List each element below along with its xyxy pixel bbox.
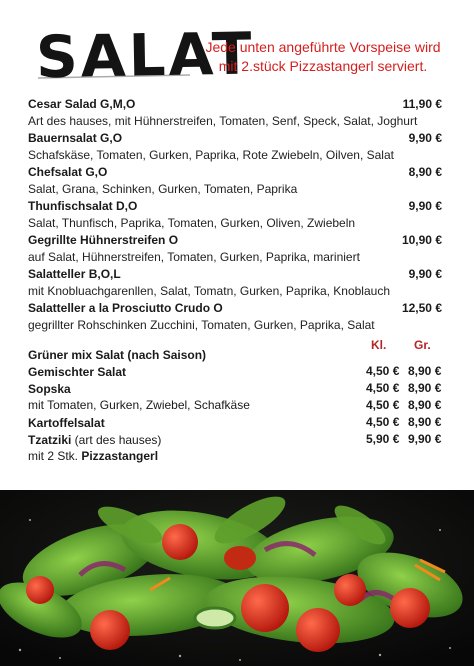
menu-item — [28, 130, 444, 164]
menu-item — [28, 164, 444, 198]
item-name: Salatteller B,O,L — [28, 267, 121, 281]
header-note — [193, 38, 453, 76]
price-small: 4,50 € — [366, 398, 400, 412]
salad-row — [28, 380, 444, 397]
price-large: 8,90 € — [408, 364, 442, 378]
salad-row — [28, 346, 444, 363]
tzatziki-desc-prefix: mit 2 Stk. — [28, 449, 82, 463]
salad-row — [28, 414, 444, 431]
salat-title-logo — [30, 18, 256, 92]
item-description: mit Knobluachgarenllen, Salat, Tomatn, Gurken, Paprika, Knoblauch — [28, 284, 390, 298]
salad-row — [28, 363, 444, 380]
salad-name: Kartoffelsalat — [28, 416, 105, 430]
item-name: Gegrillte Hühnerstreifen O — [28, 233, 179, 247]
menu-item — [28, 300, 444, 334]
price-large: 8,90 € — [408, 381, 442, 395]
item-price: 9,90 € — [408, 267, 442, 281]
salad-menu-list — [28, 96, 444, 334]
salad-row — [28, 431, 444, 448]
tzatziki-description — [28, 448, 158, 465]
salad-name: Gemischter Salat — [28, 365, 127, 379]
menu-item — [28, 266, 444, 300]
menu-item — [28, 96, 444, 130]
item-description: auf Salat, Hühnerstreifen, Tomaten, Gurken, Paprika, mariniert — [28, 250, 360, 264]
item-description: Salat, Thunfisch, Paprika, Tomaten, Gurken, Oliven, Zwiebeln — [28, 216, 356, 230]
header-note-line-1: Jede unten angeführte Vorspeise wird — [205, 39, 441, 55]
tzatziki-desc-bold: Pizzastangerl — [81, 449, 159, 463]
sopska-description: mit Tomaten, Gurken, Zwiebel, Schafkäse — [28, 398, 250, 412]
salad-row — [28, 397, 444, 414]
price-large: 9,90 € — [408, 432, 442, 446]
item-name: Cesar Salad G,M,O — [28, 97, 136, 111]
column-header-small: Kl. — [371, 338, 387, 352]
item-price: 12,50 € — [401, 301, 442, 315]
header-note-line-2: mit 2.stück Pizzastangerl serviert. — [218, 58, 428, 74]
menu-item — [28, 198, 444, 232]
price-small: 4,50 € — [366, 381, 400, 395]
price-large: 8,90 € — [408, 398, 442, 412]
item-description: gegrillter Rohschinken Zucchini, Tomaten, Gurken, Paprika, Salat — [28, 318, 375, 332]
item-description: Salat, Grana, Schinken, Gurken, Tomaten, Paprika — [28, 182, 298, 196]
price-small: 4,50 € — [366, 364, 400, 378]
salad-name — [28, 433, 161, 447]
item-price: 9,90 € — [408, 131, 442, 145]
item-name: Salatteller a la Prosciutto Crudo O — [28, 301, 223, 315]
item-description: Schafskäse, Tomaten, Gurken, Paprika, Rote Zwiebeln, Oilven, Salat — [28, 148, 394, 162]
item-name: Chefsalat G,O — [28, 165, 108, 179]
item-price: 9,90 € — [408, 199, 442, 213]
menu-item — [28, 232, 444, 266]
price-small: 4,50 € — [366, 415, 400, 429]
item-name: Bauernsalat G,O — [28, 131, 123, 145]
item-name: Thunfischsalat D,O — [28, 199, 138, 213]
salad-name-extra: (art des hauses) — [71, 433, 162, 447]
price-large: 8,90 € — [408, 415, 442, 429]
item-price: 11,90 € — [402, 97, 442, 111]
item-price: 10,90 € — [401, 233, 442, 247]
item-price: 8,90 € — [408, 165, 442, 179]
item-description: Art des hauses, mit Hühnerstreifen, Tomaten, Senf, Speck, Salat, Joghurt — [28, 114, 418, 128]
svg-text:SALAT: SALAT — [35, 19, 256, 92]
salad-name: Sopska — [28, 382, 71, 396]
salad-name: Grüner mix Salat (nach Saison) — [28, 348, 207, 362]
price-small: 5,90 € — [366, 432, 400, 446]
column-header-large: Gr. — [414, 338, 431, 352]
salad-photo — [0, 490, 474, 666]
salad-name-main: Tzatziki — [28, 433, 72, 447]
